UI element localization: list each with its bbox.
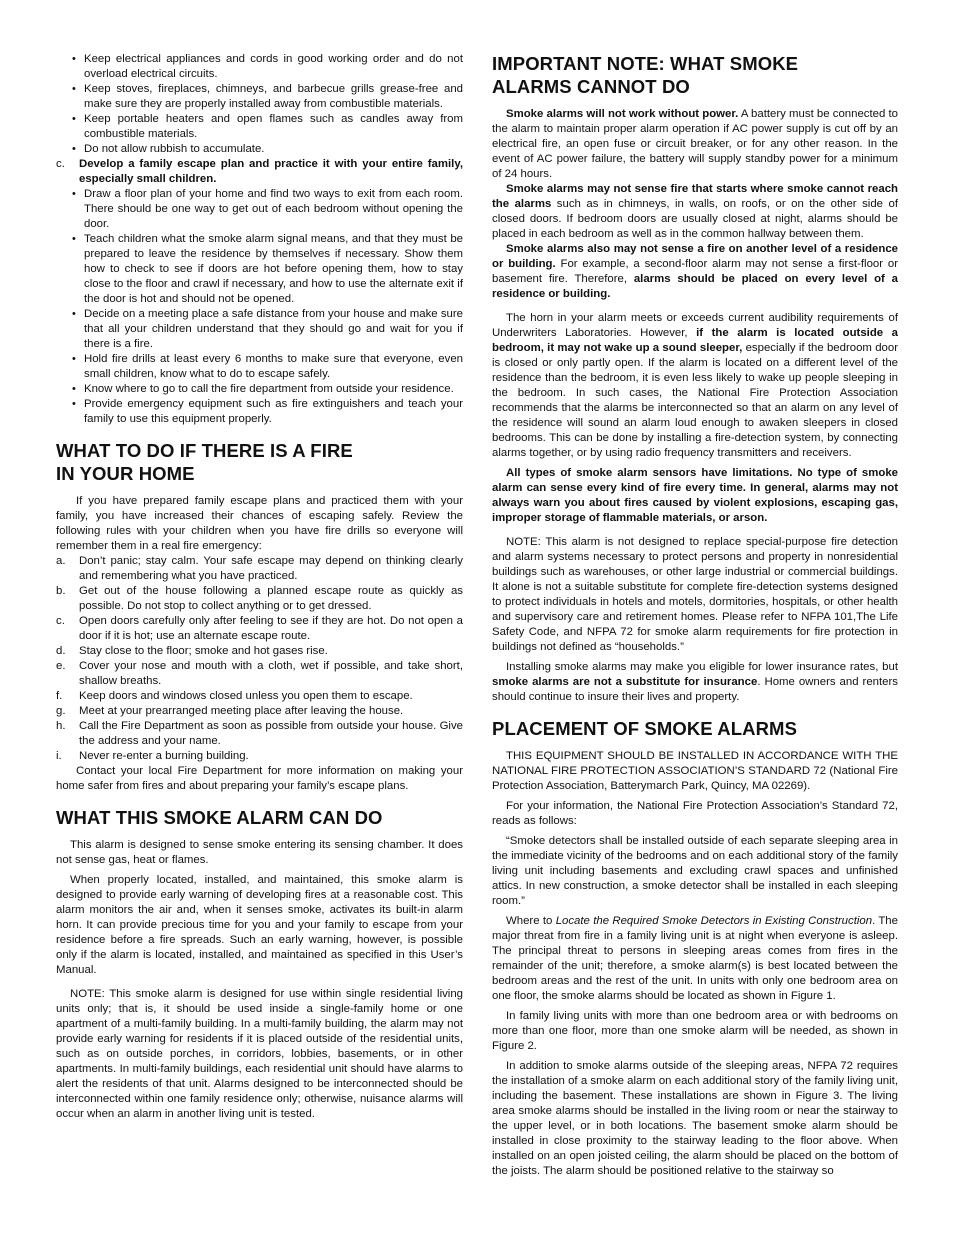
step-text: Keep doors and windows closed unless you open them to escape. bbox=[79, 690, 413, 702]
horn-bold: if the alarm is located outside a bedroom, it may not wake up a sound sleeper, bbox=[492, 327, 898, 354]
item-letter: c. bbox=[56, 158, 65, 170]
list-item: • Decide on a meeting place a safe distance from your house and make sure that all your children understand that they should go and wait for you if there is a fire. bbox=[84, 307, 463, 352]
list-item: • Keep electrical appliances and cords in good working order and do not overload electrical circuits. bbox=[84, 52, 463, 82]
power-text: A battery must be connected to the alarm to maintain proper alarm operation if AC power supply is cut off by an electrical fire, an open fuse or circuit breaker, or for any other reason. In the event of AC power failure, the battery will supply standby power for a minimum of 24 hours. bbox=[492, 108, 898, 180]
step-letter: b. bbox=[56, 585, 66, 597]
nonresidential-note: NOTE: This alarm is not designed to replace special-purpose fire detection and alarm systems necessary to protect persons and property in nonresidential buildings such as warehouses, or other large industrial or commercial buildings. It alone is not a suitable substitute for complete fire-detection systems designed to protect individuals in hotels and motels, dormitories, hospitals, or other health and supervisory care and retirement homes. Please refer to NFPA 101,The Life Safety Code, and NFPA 72 for smoke alarm requirements for fire protection in buildings not defined as “households.” bbox=[492, 536, 898, 653]
placement-paragraph-2: For your information, the National Fire Protection Association’s Standard 72, reads as follows: bbox=[492, 800, 898, 827]
step-letter: f. bbox=[56, 690, 63, 702]
fire-steps-list bbox=[56, 554, 463, 764]
step-text: Open doors carefully only after feeling to see if they are hot. Do not open a door if it is hot; use an alternate escape route. bbox=[79, 615, 463, 642]
list-item: • Do not allow rubbish to accumulate. bbox=[84, 142, 463, 157]
step-text: Don’t panic; stay calm. Your safe escape may depend on thinking clearly and remembering what you have practiced. bbox=[79, 555, 463, 582]
can-do-paragraph-2: When properly located, installed, and maintained, this smoke alarm is designed to provide early warning of developing fires at a reasonable cost. This alarm monitors the air and, when it senses smoke, activates its built-in alarm horn. It can provide precious time for you and your family to escape from your residence before a fire spreads. Such an early warning, however, is possible only if the alarm is located, installed, and maintained as specified in this User’s Manual. bbox=[56, 874, 463, 976]
can-do-note: NOTE: This smoke alarm is designed for use within single residential living units only; that is, it should be used inside a single-family home or one apartment of a multi-family building. In a multi-family building, the alarm may not provide early warning for residents if it is placed outside of the residential units, such as on outside porches, in corridors, lobbies, basements, or in other apartments. In multi-family buildings, each residential unit should have alarms to alert the residents of that unit. Alarms designed to be interconnected should be interconnected within one family residence only; otherwise, nuisance alarms will occur when an alarm in another living unit is tested. bbox=[56, 988, 463, 1120]
list-item bbox=[56, 659, 463, 689]
list-item bbox=[56, 719, 463, 749]
list-item bbox=[56, 584, 463, 614]
insurance-paragraph bbox=[492, 660, 898, 705]
top-bullet-list bbox=[56, 52, 463, 157]
right-column bbox=[492, 52, 898, 1179]
level-paragraph bbox=[492, 242, 898, 302]
insurance-text-2: . Home owners and renters should continue to insure their lives and property. bbox=[492, 676, 898, 703]
step-text: Never re-enter a burning building. bbox=[79, 750, 249, 762]
step-text: Get out of the house following a planned escape route as quickly as possible. Do not stop to collect anything or to get dressed. bbox=[79, 585, 463, 612]
can-do-heading: WHAT THIS SMOKE ALARM CAN DO bbox=[56, 807, 383, 828]
step-letter: h. bbox=[56, 720, 66, 732]
placement-paragraph-1: THIS EQUIPMENT SHOULD BE INSTALLED IN ACCORDANCE WITH THE NATIONAL FIRE PROTECTION ASSOCIATION’S STANDARD 72 (National Fire Protection Association, Batterymarch Park, Quincy, MA 02269). bbox=[492, 750, 898, 792]
list-item: • Know where to go to call the fire department from outside your residence. bbox=[84, 382, 463, 397]
power-paragraph bbox=[492, 107, 898, 182]
horn-paragraph bbox=[492, 311, 898, 461]
step-letter: g. bbox=[56, 705, 66, 717]
list-item bbox=[56, 749, 463, 764]
locate-italic: Locate the Required Smoke Detectors in Existing Construction bbox=[555, 915, 873, 927]
step-text: Cover your nose and mouth with a cloth, wet if possible, and take short, shallow breaths. bbox=[79, 660, 463, 687]
step-text: Meet at your prearranged meeting place after leaving the house. bbox=[79, 705, 404, 717]
power-bold: Smoke alarms will not work without power. bbox=[506, 108, 739, 120]
list-item: • Teach children what the smoke alarm signal means, and that they must be prepared to leave the residence by themselves if necessary. Show them how to check to see if doors are hot before opening them, how to stay close to the floor and crawl if necessary, and how to use the alternate exit if the door is hot and should not be opened. bbox=[84, 232, 463, 307]
list-item: • Draw a floor plan of your home and find two ways to exit from each room. There should be one way to get out of each bedroom without opening the door. bbox=[84, 187, 463, 232]
list-item: • Provide emergency equipment such as fire extinguishers and teach your family to use this equipment properly. bbox=[84, 397, 463, 427]
list-item: • Keep stoves, fireplaces, chimneys, and barbecue grills grease-free and make sure they are properly installed away from combustible materials. bbox=[84, 82, 463, 112]
cannot-do-heading: IMPORTANT NOTE: WHAT SMOKE ALARMS CANNOT DO bbox=[492, 53, 799, 97]
additional-story-paragraph: In addition to smoke alarms outside of the sleeping areas, NFPA 72 requires the installation of a smoke alarm on each additional story of the family living unit, including the basement. These installations are shown in Figure 3. The living area smoke alarms should be installed in the living room or near the stairway to the upper level, or in both locations. The basement smoke alarm should be installed in close proximity to the stairway leading to the floor above. When installed on an open joisted ceiling, the alarm should be placed on the bottom of the joists. The alarm should be positioned relative to the stairway so bbox=[492, 1060, 898, 1177]
level-bold-2: alarms should be placed on every level of a residence or building. bbox=[492, 273, 898, 300]
fire-intro-paragraph: If you have prepared family escape plans and practiced them with your family, you have increased their chances of escaping safely. Review the following rules with your children when you have fire drills so everyone will remember them in a real fire emergency: bbox=[56, 495, 463, 552]
horn-text-1: The horn in your alarm meets or exceeds current audibility requirements of Underwriters Laboratories. However, bbox=[492, 312, 898, 339]
horn-text-2: especially if the bedroom door is closed or only partly open. If the alarm is located on a different level of the residence than the bedroom, it is even less likely to wake up people sleeping in the bedroom. In such cases, the National Fire Protection Association recommends that the alarms be interconnected so that an alarm on any level of the residence will sound an alarm loud enough to awaken sleepers in closed bedrooms. This can be done by installing a fire-detection system, by connecting alarms together, or by using radio frequency transmitters and receivers. bbox=[492, 342, 898, 459]
locate-text-2: . The major threat from fire in a family living unit is at night when everyone is asleep. The principal threat to persons in sleeping areas comes from fires in the remainder of the unit; therefore, a smoke alarm(s) is best located between the bedroom areas and the rest of the unit. In units with only one bedroom area on one floor, the smoke alarms should be located as shown in Figure 1. bbox=[492, 915, 898, 1002]
list-item: • Keep portable heaters and open flames such as candles away from combustible materials. bbox=[84, 112, 463, 142]
nfpa-quote: “Smoke detectors shall be installed outside of each separate sleeping area in the immediate vicinity of the bedrooms and on each additional story of the family living unit including basements and excluding crawl spaces and unfinished attics. In new construction, a smoke detector shall be installed in each sleeping room.” bbox=[492, 835, 898, 907]
limitations-paragraph bbox=[492, 466, 898, 526]
other-side-bold: Smoke alarms may not sense fire that starts where smoke cannot reach the alarms bbox=[492, 183, 898, 210]
fire-section-heading: WHAT TO DO IF THERE IS A FIRE IN YOUR HOME bbox=[56, 440, 353, 484]
step-letter: i. bbox=[56, 750, 62, 762]
other-side-paragraph bbox=[492, 182, 898, 242]
list-item bbox=[56, 689, 463, 704]
step-letter: a. bbox=[56, 555, 66, 567]
locate-text-1: Where to bbox=[506, 915, 556, 927]
step-letter: d. bbox=[56, 645, 66, 657]
step-letter: c. bbox=[56, 615, 65, 627]
placement-heading: PLACEMENT OF SMOKE ALARMS bbox=[492, 718, 798, 739]
level-bold: Smoke alarms also may not sense a fire on another level of a residence or building. bbox=[492, 243, 898, 270]
limitations-bold: All types of smoke alarm sensors have limitations. No type of smoke alarm can sense every kind of fire every time. In general, alarms may not always warn you about fires caused by violent explosions, escaping gas, improper storage of flammable materials, or arson. bbox=[492, 467, 898, 524]
escape-plan-bullets bbox=[56, 187, 463, 427]
can-do-paragraph-1: This alarm is designed to sense smoke entering its sensing chamber. It does not sense gas, heat or flames. bbox=[56, 839, 463, 866]
list-item bbox=[56, 554, 463, 584]
level-text: For example, a second-floor alarm may not sense a first-floor or basement fire. Therefore, bbox=[492, 258, 898, 285]
left-column bbox=[56, 52, 463, 1122]
multi-bedroom-paragraph: In family living units with more than one bedroom area or with bedrooms on more than one floor, more than one smoke alarm will be needed, as shown in Figure 2. bbox=[492, 1010, 898, 1052]
other-side-text: such as in chimneys, in walls, on roofs, or on the other side of closed doors. If bedroom doors are usually closed at night, alarms should be placed in each bedroom as well as in the common hallway between them. bbox=[492, 198, 898, 240]
list-item bbox=[56, 704, 463, 719]
escape-plan-item bbox=[56, 157, 463, 187]
step-text: Stay close to the floor; smoke and hot gases rise. bbox=[79, 645, 328, 657]
insurance-bold: smoke alarms are not a substitute for insurance bbox=[492, 676, 758, 688]
step-letter: e. bbox=[56, 660, 66, 672]
fire-contact-paragraph: Contact your local Fire Department for more information on making your home safer from fires and about preparing your family’s escape plans. bbox=[56, 765, 463, 792]
list-item: • Hold fire drills at least every 6 months to make sure that everyone, even small children, know what to do to escape safely. bbox=[84, 352, 463, 382]
insurance-text-1: Installing smoke alarms may make you eligible for lower insurance rates, but bbox=[506, 661, 898, 673]
list-item bbox=[56, 644, 463, 659]
step-text: Call the Fire Department as soon as possible from outside your house. Give the address and your name. bbox=[79, 720, 463, 747]
list-item bbox=[56, 614, 463, 644]
locate-paragraph bbox=[492, 914, 898, 1004]
escape-plan-title: Develop a family escape plan and practice it with your entire family, especially small children. bbox=[79, 158, 463, 185]
